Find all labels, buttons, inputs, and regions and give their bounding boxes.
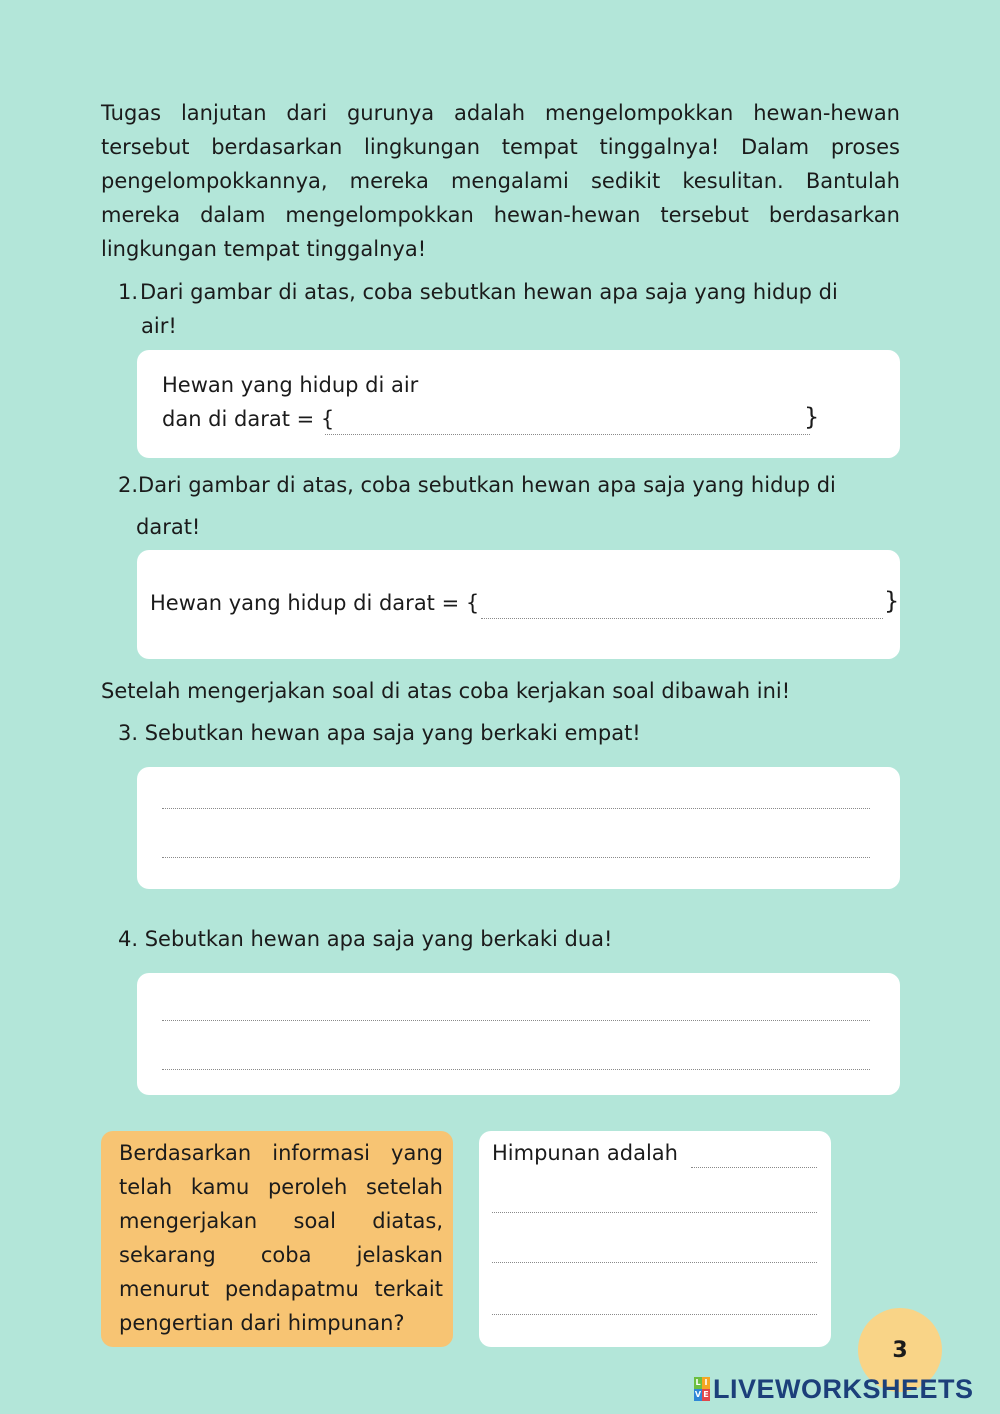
logo-letter-v: V (694, 1390, 702, 1399)
answer-input-q4-line1[interactable] (162, 1020, 870, 1021)
instruction-text: Setelah mengerjakan soal di atas coba kerjakan soal dibawah ini! (101, 679, 791, 703)
question-1-line1: Dari gambar di atas, coba sebutkan hewan apa saja yang hidup di (140, 280, 838, 304)
question-2 (118, 468, 900, 544)
liveworksheets-icon (694, 1377, 710, 1401)
question-2-line1: 2.Dari gambar di atas, coba sebutkan hewan apa saja yang hidup di (118, 473, 836, 497)
answer-card-4 (137, 973, 900, 1095)
logo-letter-l: L (695, 1378, 701, 1387)
answer-input-darat[interactable] (481, 618, 883, 619)
liveworksheets-logo (694, 1373, 974, 1405)
answer-input-q3-line1[interactable] (162, 808, 870, 809)
question-3: 3. Sebutkan hewan apa saja yang berkaki empat! (118, 721, 641, 745)
answer-card-1 (137, 350, 900, 458)
answer-input-air-darat[interactable] (325, 434, 810, 435)
answer-card-3 (137, 767, 900, 889)
close-brace-1: } (804, 403, 820, 431)
intro-paragraph: Tugas lanjutan dari gurunya adalah mengelompokkan hewan-hewan tersebut berdasarkan lingkungan tempat tinggalnya! Dalam proses pengelompokkannya, mereka mengalami sedikit kesulitan. Bantulah mereka dalam mengelompokkan hewan-hewan tersebut berdasarkan lingkungan tempat tinggalnya! (101, 101, 900, 261)
answer-card-2 (137, 550, 900, 659)
question-1-number: 1. (118, 280, 139, 304)
definition-input-line3[interactable] (492, 1262, 817, 1263)
logo-letter-e: E (703, 1390, 709, 1399)
definition-box (479, 1131, 831, 1347)
answer-card-2-label: Hewan yang hidup di darat = { (150, 591, 480, 615)
definition-label: Himpunan adalah (492, 1141, 678, 1165)
question-1 (118, 275, 900, 343)
question-1-line2: air! (141, 314, 177, 338)
question-2-line2: darat! (136, 515, 201, 539)
answer-input-q4-line2[interactable] (162, 1069, 870, 1070)
answer-input-q3-line2[interactable] (162, 857, 870, 858)
close-brace-2: } (884, 587, 900, 615)
info-box-himpunan: Berdasarkan informasi yang telah kamu peroleh setelah mengerjakan soal diatas, sekarang coba jelaskan menurut pendapatmu terkait pengertian dari himpunan? (101, 1131, 453, 1347)
liveworksheets-wordmark: LIVEWORKSHEETS (713, 1373, 974, 1404)
answer-card-1-label-line1: Hewan yang hidup di air (162, 373, 419, 397)
page-number-badge: 3 (858, 1308, 942, 1392)
question-4: 4. Sebutkan hewan apa saja yang berkaki dua! (118, 927, 613, 951)
definition-input-line2[interactable] (492, 1212, 817, 1213)
definition-input-line4[interactable] (492, 1314, 817, 1315)
definition-input-line1[interactable] (691, 1167, 817, 1168)
logo-letter-i: I (702, 1377, 710, 1389)
answer-card-1-label-line2: dan di darat = { (162, 407, 335, 431)
